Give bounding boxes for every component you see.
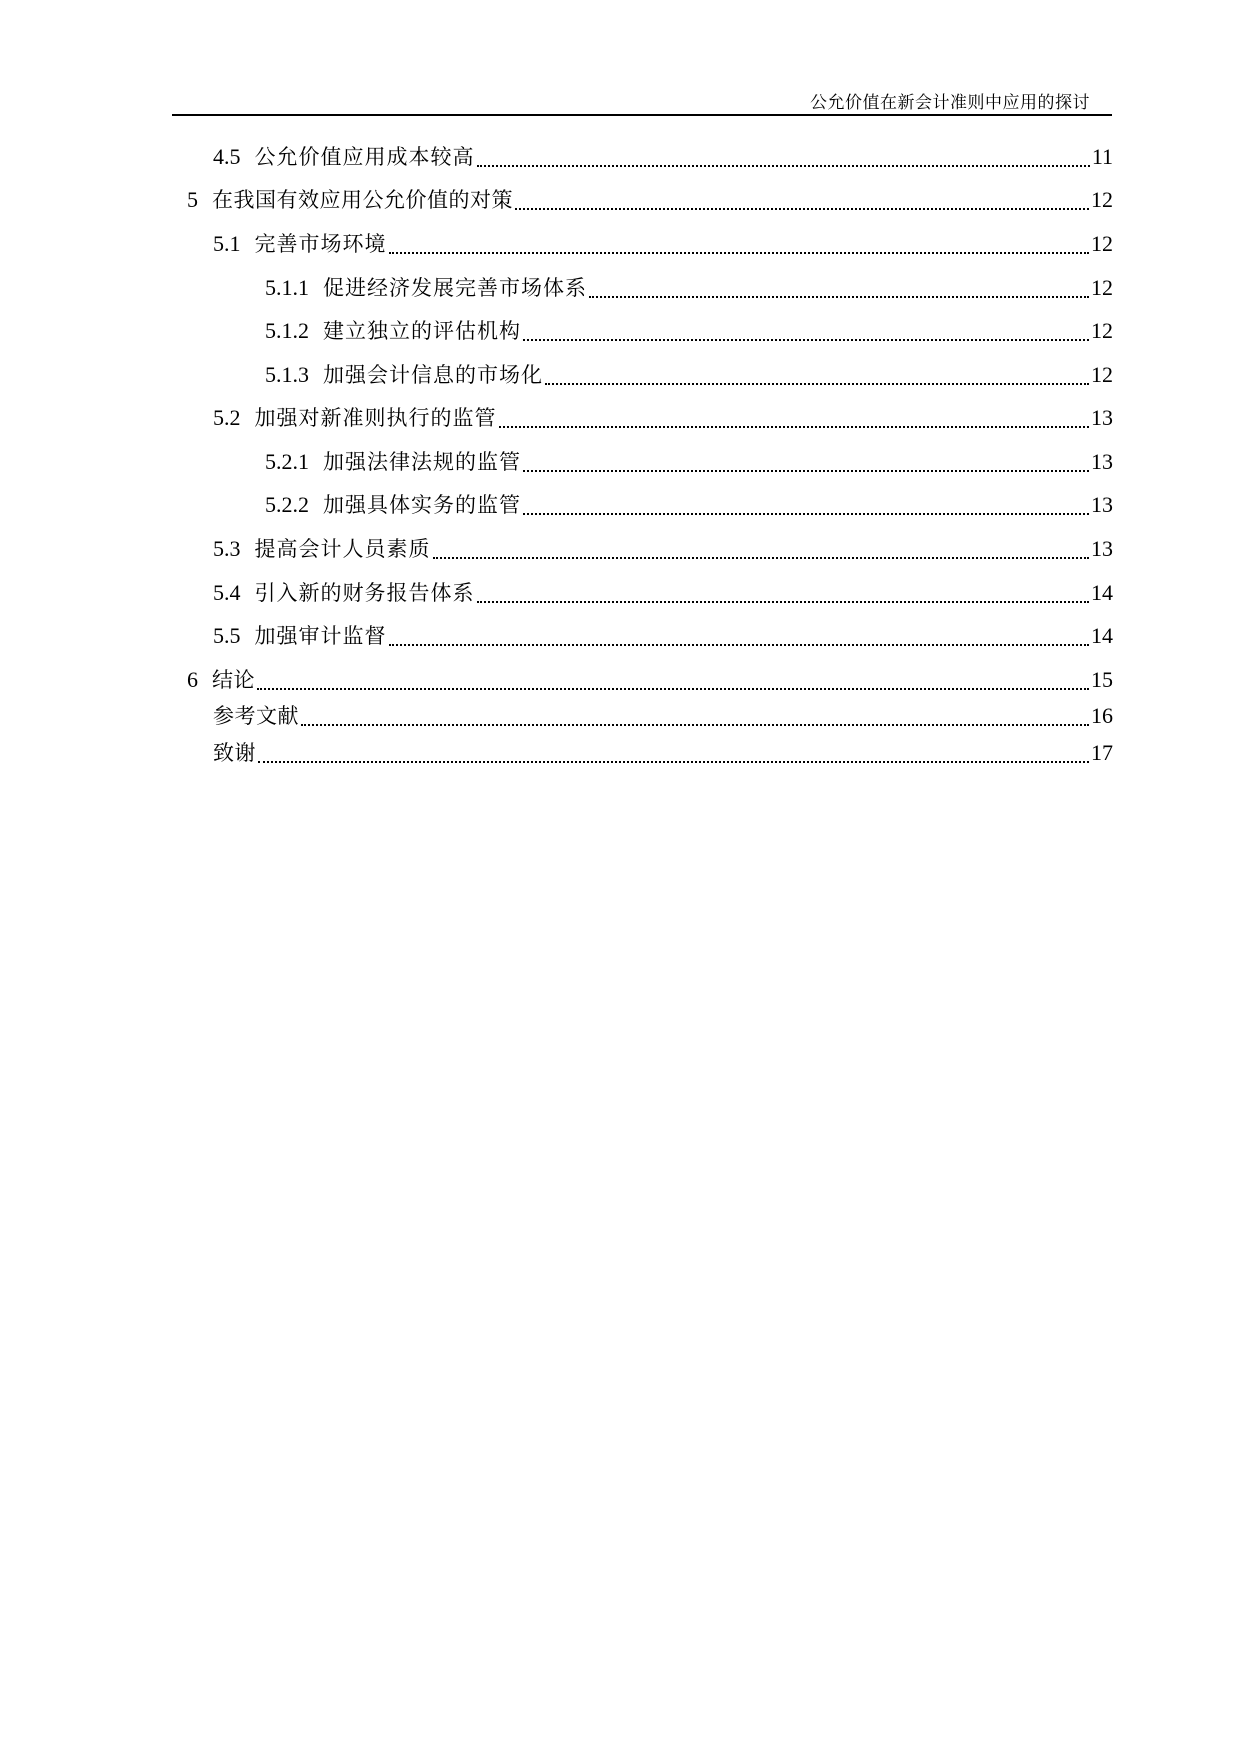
toc-entry-title: 加强对新准则执行的监管 xyxy=(254,406,497,430)
toc-entry-page-number: 12 xyxy=(1091,362,1113,387)
toc-entry-title: 加强会计信息的市场化 xyxy=(323,363,543,387)
toc-entry[interactable] xyxy=(265,360,1113,390)
toc-entry-page-number: 16 xyxy=(1091,703,1113,728)
toc-entry-page-number: 13 xyxy=(1091,449,1113,474)
toc-entry-title: 结论 xyxy=(212,668,255,692)
toc-entry-title: 致谢 xyxy=(213,741,256,765)
toc-entry-number: 5.2 xyxy=(213,405,241,430)
dot-leader xyxy=(499,416,1090,428)
dot-leader xyxy=(433,547,1090,559)
toc-entry-page-number: 12 xyxy=(1091,231,1113,256)
toc-entry-page-number: 12 xyxy=(1091,318,1113,343)
toc-entry-page-number: 17 xyxy=(1091,740,1113,765)
dot-leader xyxy=(523,460,1089,472)
toc-entry[interactable] xyxy=(213,403,1113,433)
toc-entry[interactable] xyxy=(187,185,1113,215)
toc-entry-number: 5.1.2 xyxy=(265,318,309,343)
toc-entry-page-number: 14 xyxy=(1091,580,1113,605)
toc-entry[interactable] xyxy=(213,738,1113,768)
toc-entry-number: 5.4 xyxy=(213,580,241,605)
toc-entry-page-number: 14 xyxy=(1091,623,1113,648)
dot-leader xyxy=(545,373,1089,385)
toc-entry-title: 在我国有效应用公允价值的对策 xyxy=(212,188,513,212)
toc-entry-title: 提高会计人员素质 xyxy=(254,537,431,561)
toc-entry-number: 6 xyxy=(187,667,198,692)
toc-entry-number: 5.3 xyxy=(213,536,241,561)
toc-entry-title: 加强法律法规的监管 xyxy=(323,450,521,474)
toc-entry[interactable] xyxy=(213,621,1113,651)
toc-entry-number: 5.1 xyxy=(213,231,241,256)
toc-entry-number: 5 xyxy=(187,187,198,212)
toc-entry-number: 5.5 xyxy=(213,623,241,648)
toc-entry-title: 促进经济发展完善市场体系 xyxy=(323,276,587,300)
toc-entry-title: 完善市场环境 xyxy=(254,232,387,256)
dot-leader xyxy=(589,286,1089,298)
dot-leader xyxy=(515,198,1089,210)
toc-entry-title: 引入新的财务报告体系 xyxy=(254,581,475,605)
toc-entry-number: 5.2.1 xyxy=(265,449,309,474)
toc-entry[interactable] xyxy=(265,316,1113,346)
running-header-title: 公允价值在新会计准则中应用的探讨 xyxy=(810,93,1090,113)
toc-entry-number: 5.1.1 xyxy=(265,275,309,300)
dot-leader xyxy=(477,591,1090,603)
toc-entry-page-number: 13 xyxy=(1091,405,1113,430)
toc-entry[interactable] xyxy=(265,273,1113,303)
toc-entry-title: 加强具体实务的监管 xyxy=(323,493,521,517)
toc-entry[interactable] xyxy=(213,578,1113,608)
dot-leader xyxy=(389,634,1090,646)
toc-entry-title: 参考文献 xyxy=(213,704,299,728)
toc-entry-number: 5.1.3 xyxy=(265,362,309,387)
dot-leader xyxy=(258,751,1089,763)
dot-leader xyxy=(389,242,1090,254)
toc-entry-number: 5.2.2 xyxy=(265,492,309,517)
dot-leader xyxy=(523,503,1089,515)
toc-entry-title: 建立独立的评估机构 xyxy=(323,319,521,343)
toc-entry[interactable] xyxy=(265,490,1113,520)
toc-entry-title: 加强审计监督 xyxy=(254,624,387,648)
toc-entry[interactable] xyxy=(265,447,1113,477)
toc-entry[interactable] xyxy=(213,701,1113,731)
toc-entry-page-number: 15 xyxy=(1091,667,1113,692)
toc-entry-page-number: 13 xyxy=(1091,536,1113,561)
dot-leader xyxy=(523,329,1089,341)
toc-entry-page-number: 13 xyxy=(1091,492,1113,517)
toc-entry[interactable] xyxy=(187,665,1113,695)
dot-leader xyxy=(477,155,1090,167)
toc-entry-page-number: 12 xyxy=(1091,275,1113,300)
toc-entry[interactable] xyxy=(213,142,1113,172)
toc-entry[interactable] xyxy=(213,229,1113,259)
toc-entry-number: 4.5 xyxy=(213,144,241,169)
toc-entry-page-number: 11 xyxy=(1091,144,1113,169)
toc-entry[interactable] xyxy=(213,534,1113,564)
toc-entry-title: 公允价值应用成本较高 xyxy=(254,145,475,169)
dot-leader xyxy=(257,678,1089,690)
dot-leader xyxy=(301,714,1089,726)
toc-entry-page-number: 12 xyxy=(1091,187,1113,212)
